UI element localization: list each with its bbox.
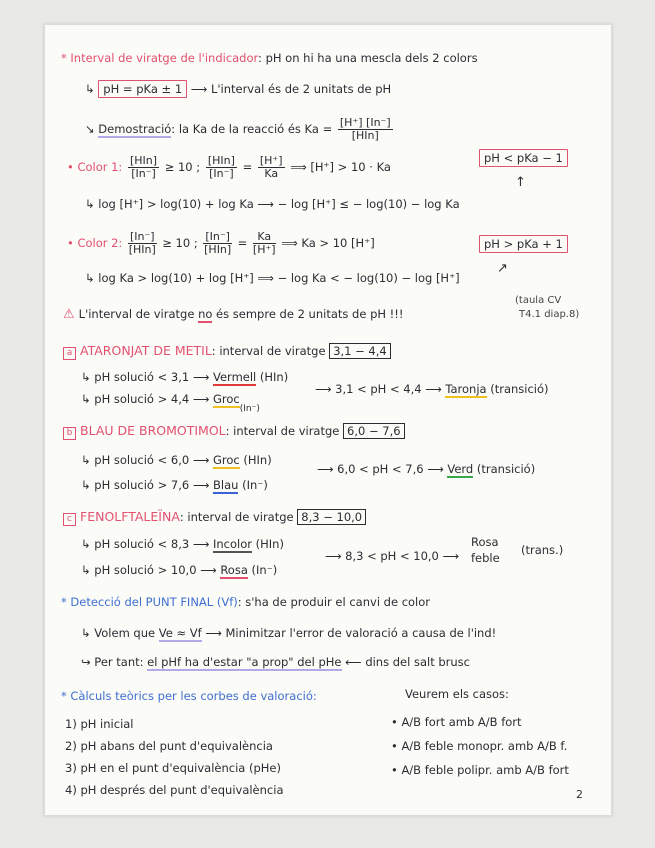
ve-vf-emphasis: Ve ≈ Vf: [158, 626, 202, 640]
indicator-name: ATARONJAT DE METIL: [80, 343, 212, 358]
warning-triangle-icon: ⚠: [63, 307, 75, 322]
section-a-row-1: ↳ pH solució < 3,1 ⟶ Vermell (HIn): [81, 370, 289, 384]
demonstration-line: [85, 117, 395, 142]
table-reference-1: (taula CV: [515, 295, 562, 306]
ka-fraction: $\frac{[H^+] [In^-]}{\text{[HIn]}}$: [339, 116, 391, 142]
calc-item: 2) pH abans del punt d'equivalència: [65, 739, 273, 753]
indicator-name: BLAU DE BROMOTIMOL: [80, 423, 226, 438]
section-c-heading: c FENOLFTALEÏNA: interval de viratge 8,3 − 10,0: [63, 509, 366, 526]
color-red: Vermell: [213, 370, 257, 384]
section-c-row-2: ↳ pH solució > 10,0 ⟶ Rosa (In⁻): [81, 563, 278, 577]
corner-arrow-icon: ↳: [85, 82, 99, 96]
range-box: 6,0 − 7,6: [343, 423, 405, 439]
section-c-transition-note: (trans.): [521, 543, 564, 557]
fraction: $\frac{[H^+]}{Ka}$: [259, 154, 283, 180]
color-2-result-box: pH > pKa + 1: [479, 237, 568, 252]
curved-arrow-icon: ↗: [497, 261, 508, 276]
section-b-tag: b: [63, 427, 76, 440]
color-pink: Rosa: [220, 563, 248, 577]
section-a-tag: a: [63, 347, 76, 360]
fraction: $\frac{[In^-]}{\text{[HIn]}}$: [128, 230, 156, 256]
calc-item: 3) pH en el punt d'equivalència (pHe): [65, 761, 281, 775]
color-1-label: • Color 1:: [67, 160, 123, 174]
heading-rest: : pH on hi ha una mescla dels 2 colors: [258, 51, 478, 65]
case-item: • A/B feble monopr. amb A/B f.: [391, 739, 568, 753]
end-point-line-2: ↪ Per tant: el pHf ha d'estar "a prop" del pHe ⟵ dins del salt brusc: [81, 655, 470, 669]
fraction: $\frac{\text{[HIn]}}{[In^-]}$: [129, 154, 158, 180]
corner-arrow-icon: ↳: [81, 392, 95, 406]
color-green: Verd: [447, 462, 474, 476]
section-a-heading: a ATARONJAT DE METIL: interval de viratge 3,1 − 4,4: [63, 343, 391, 360]
color-1-line: [67, 155, 391, 180]
equals: =: [242, 160, 253, 174]
demonstration-label: Demostració: [98, 122, 172, 136]
color-2-line: [67, 231, 375, 256]
section-c-transition-color-1: Rosa: [471, 535, 499, 549]
page-number: 2: [576, 788, 583, 801]
color-yellow: Groc: [213, 453, 240, 467]
corner-arrow-icon: ↳: [81, 626, 95, 640]
calc-item: 4) pH després del punt d'equivalència: [65, 783, 284, 797]
color-1-result: ⟹ [H⁺] > 10 · Ka: [290, 160, 391, 174]
section-c-row-1: ↳ pH solució < 8,3 ⟶ Incolor (HIn): [81, 537, 284, 551]
table-reference-2: T4.1 diap.8): [519, 309, 580, 320]
warning-line: ⚠ L'interval de viratge no és sempre de 2 unitats de pH !!!: [63, 307, 404, 322]
corner-arrow-icon: ↳: [81, 370, 95, 384]
section-c-tag: c: [63, 513, 76, 526]
section-b-transition: ⟶ 6,0 < pH < 7,6 ⟶ Verd (transició): [317, 462, 536, 476]
calculations-heading: * Càlculs teòrics per les corbes de valoració:: [61, 689, 317, 703]
section-a-row-2: ↳ pH solució > 4,4 ⟶ Groc$_{(In^-)}$: [81, 392, 260, 414]
curved-arrow-icon: ↪: [81, 655, 95, 669]
calc-item: 1) pH inicial: [65, 717, 134, 731]
star-bullet: *: [61, 595, 67, 609]
fraction: $\frac{[In^-]}{\text{[HIn]}}$: [204, 230, 232, 256]
inequality: ≥ 10 ;: [162, 236, 198, 250]
corner-arrow-icon: ↳: [81, 478, 95, 492]
color-2-result: ⟹ Ka > 10 [H⁺]: [281, 236, 375, 250]
end-point-line-1: ↳ Volem que Ve ≈ Vf ⟶ Minimitzar l'error de valoració a causa de l'ind!: [81, 626, 497, 640]
range-box: 8,3 − 10,0: [297, 509, 366, 525]
color-colorless: Incolor: [213, 537, 252, 551]
inequality: ≥ 10 ;: [164, 160, 201, 174]
case-item: • A/B fort amb A/B fort: [391, 715, 522, 729]
end-point-title: Detecció del PUNT FINAL (Vf): [70, 595, 238, 609]
interval-formula-text: ⟶ L'interval és de 2 unitats de pH: [190, 82, 392, 96]
color-blue: Blau: [213, 478, 239, 492]
cases-heading: Veurem els casos:: [405, 687, 509, 701]
section-b-row-2: ↳ pH solució > 7,6 ⟶ Blau (In⁻): [81, 478, 268, 492]
indicator-name: FENOLFTALEÏNA: [80, 509, 180, 524]
star-bullet: *: [61, 51, 67, 65]
color-1-result-box: pH < pKa − 1: [479, 151, 568, 166]
color-2-label: • Color 2:: [67, 236, 123, 250]
demonstration-text: : la Ka de la reacció és Ka =: [171, 122, 333, 136]
color-2-log-line: ↳ log Ka > log(10) + log [H⁺] ⟹ − log Ka < − log(10) − log [H⁺]: [85, 271, 460, 285]
corner-arrow-icon: ↳: [81, 563, 95, 577]
section-c-transition-color-2: feble: [471, 551, 500, 565]
corner-arrow-icon: ↳: [85, 271, 99, 285]
section-a-transition: ⟶ 3,1 < pH < 4,4 ⟶ Taronja (transició): [315, 382, 549, 396]
curved-arrow-icon: ↑: [515, 175, 526, 190]
color-orange: Taronja: [445, 382, 487, 396]
indicator-interval-heading: [61, 51, 478, 66]
fraction: $\frac{\text{[HIn]}}{[In^-]}$: [207, 154, 235, 180]
case-item: • A/B feble polipr. amb A/B fort: [391, 763, 569, 777]
section-c-transition: ⟶ 8,3 < pH < 10,0 ⟶: [325, 549, 460, 563]
equals: =: [237, 236, 248, 250]
star-bullet: *: [61, 689, 67, 703]
heading-title: Interval de viratge de l'indicador: [70, 51, 259, 65]
arrow-icon: ↘: [85, 122, 99, 136]
section-b-row-1: ↳ pH solució < 6,0 ⟶ Groc (HIn): [81, 453, 272, 467]
end-point-heading: * Detecció del PUNT FINAL (Vf): s'ha de produir el canvi de color: [61, 595, 431, 609]
corner-arrow-icon: ↳: [81, 537, 95, 551]
interval-formula-line: [85, 82, 391, 97]
no-emphasis: no: [198, 307, 213, 321]
section-b-heading: b BLAU DE BROMOTIMOL: interval de viratge 6,0 − 7,6: [63, 423, 405, 440]
range-box: 3,1 − 4,4: [329, 343, 391, 359]
corner-arrow-icon: ↳: [81, 453, 95, 467]
interval-formula-box: pH = pKa ± 1: [98, 80, 187, 98]
fraction: $\frac{Ka}{[H^+]}$: [252, 230, 276, 256]
phf-phe-emphasis: el pHf ha d'estar "a prop" del pHe: [147, 655, 342, 669]
corner-arrow-icon: ↳: [85, 197, 99, 211]
notebook-page: [44, 24, 612, 816]
color-1-log-line: ↳ log [H⁺] > log(10) + log Ka ⟶ − log [H⁺] ≤ − log(10) − log Ka: [85, 197, 460, 211]
color-yellow: Groc: [213, 392, 240, 406]
